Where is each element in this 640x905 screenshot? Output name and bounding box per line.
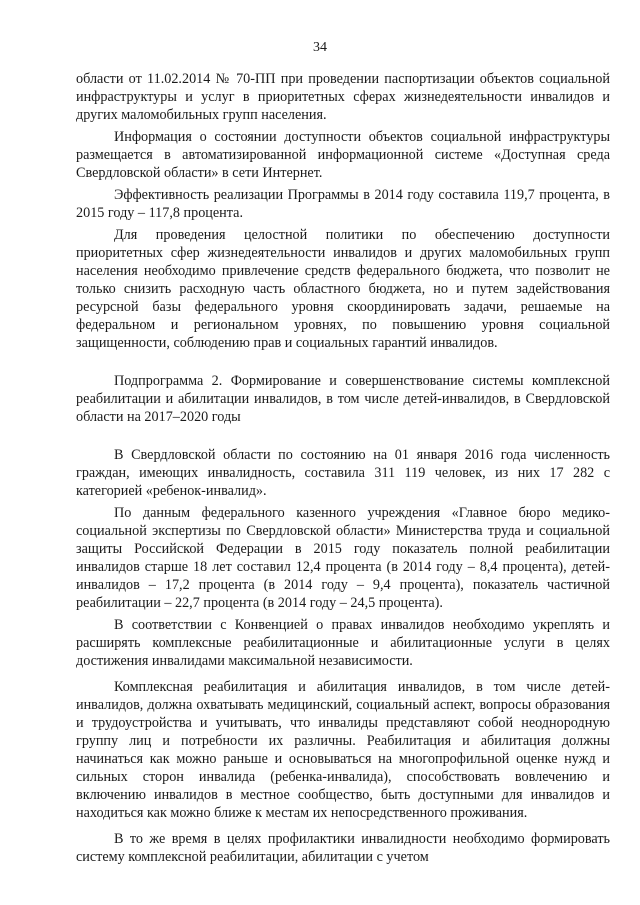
paragraph: В соответствии с Конвенцией о правах инвалидов необходимо укреплять и расширять комплексные реабилитационные и абилитационные услуги в целях достижения инвалидами максимальной независимости. xyxy=(76,617,610,669)
paragraph: Эффективность реализации Программы в 2014 году составила 119,7 процента, в 2015 году – 117,8 процента. xyxy=(76,187,610,221)
paragraph: области от 11.02.2014 № 70-ПП при проведении паспортизации объектов социальной инфраструктуры и услуг в приоритетных сферах жизнедеятельности инвалидов и других маломобильных групп населения. xyxy=(76,71,610,123)
page-number: 34 xyxy=(313,40,327,55)
paragraph: Комплексная реабилитация и абилитация инвалидов, в том числе детей-инвалидов, должна охватывать медицинский, социальный аспект, вопросы образования и трудоустройства и учитывать, что инвалиды представляют собой неоднородную группу лиц и потребности их различны. Реабилитация и абилитация должны начинаться как можно раньше и основываться на многопрофильной оценке нужд и сильных сторон инвалида (ребенка-инвалида), способствовать вовлечению и включению инвалидов в местное сообщество, быть доступными для инвалидов и находиться как можно ближе к местам их непосредственного проживания. xyxy=(76,679,610,821)
paragraph: В то же время в целях профилактики инвалидности необходимо формировать систему комплексной реабилитации, абилитации с учетом xyxy=(76,831,610,865)
paragraph: Для проведения целостной политики по обеспечению доступности приоритетных сфер жизнедеятельности инвалидов и других маломобильных групп населения необходимо привлечение средств федерального бюджета, что позволит не только снизить расходную часть областного бюджета, но и путем задействования ресурсной базы федерального уровня скоординировать задачи, решаемые на федеральном и региональном уровнях, по повышению уровня социальной защищенности, соблюдению прав и социальных гарантий инвалидов. xyxy=(76,227,610,351)
paragraph: Информация о состоянии доступности объектов социальной инфраструктуры размещается в автоматизированной информационной системе «Доступная среда Свердловской области» в сети Интернет. xyxy=(76,129,610,181)
document-body xyxy=(76,70,610,870)
paragraph: По данным федерального казенного учреждения «Главное бюро медико-социальной экспертизы по Свердловской области» Министерства труда и социальной защиты Российской Федерации в 2015 году показатель полной реабилитации инвалидов старше 18 лет составил 12,4 процента (в 2014 году – 8,4 процента), детей-инвалидов – 17,2 процента (в 2014 году – 9,4 процента), показатель частичной реабилитации – 22,7 процента (в 2014 году – 24,5 процента). xyxy=(76,505,610,611)
subprogram-heading: Подпрограмма 2. Формирование и совершенствование системы комплексной реабилитации и абилитации инвалидов, в том числе детей-инвалидов, в Свердловской области на 2017–2020 годы xyxy=(76,373,610,425)
paragraph: В Свердловской области по состоянию на 01 января 2016 года численность граждан, имеющих инвалидность, составила 311 119 человек, из них 17 282 с категорией «ребенок-инвалид». xyxy=(76,447,610,499)
